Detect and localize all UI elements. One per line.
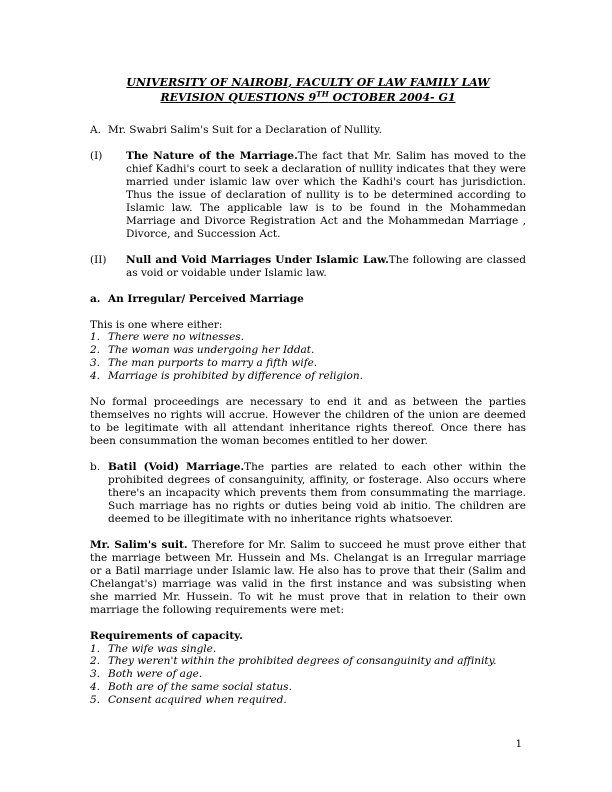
heading-irregular-label: a.	[90, 292, 101, 305]
requirement-5-label: 5.	[90, 694, 101, 707]
irregular-condition-4-text: Marriage is prohibited by difference of religion.	[108, 370, 363, 383]
irregular-condition-4-label: 4.	[90, 370, 101, 383]
item-roman-i-text: The fact that Mr. Salim has moved to the chief Kadhi's court to seek a declaration of nullity indicates that they were married under islamic law over which the Kadhi's court has jurisdiction. Thus the issue of declaration of nullity is to be determined according to Islamic law. The applicable law is to be found in the Mohammedan Marriage and Divorce Registration Act and the Mohammedan Marriage , Divorce, and Succession Act.	[126, 149, 527, 240]
irregular-condition-1	[90, 331, 526, 344]
title-line-1-text: UNIVERSITY OF NAIROBI, FACULTY OF LAW FAMILY LAW	[126, 76, 490, 89]
requirement-3-text: Both were of age.	[108, 668, 203, 681]
irregular-condition-1-text: There were no witnesses.	[108, 331, 245, 344]
irregular-consequences-paragraph: No formal proceedings are necessary to end it and as between the parties themselves no rights will accrue. However the children of the union are deemed to be legitimate with all attendant inheritance rights thereof. Once there has been consummation the woman becomes entitled to her dower.	[90, 396, 526, 448]
title-line-1	[90, 76, 526, 91]
irregular-condition-4	[90, 370, 526, 383]
requirement-5-text: Consent acquired when required.	[108, 694, 287, 707]
title-ordinal-superscript: TH	[316, 88, 329, 98]
item-roman-ii	[90, 254, 526, 280]
item-batil-body	[108, 461, 526, 526]
requirement-5	[90, 694, 526, 707]
irregular-intro: This is one where either:	[90, 318, 223, 331]
item-batil-marriage	[90, 461, 526, 526]
section-a-heading	[90, 124, 526, 137]
title-line-2	[90, 88, 526, 106]
item-roman-i-body	[126, 150, 526, 241]
heading-irregular-text: An Irregular/ Perceived Marriage	[108, 292, 304, 305]
item-roman-ii-body	[126, 254, 526, 280]
heading-irregular-marriage	[90, 293, 526, 306]
section-a-text: Mr. Swabri Salim's Suit for a Declaration of Nullity.	[108, 124, 383, 137]
item-roman-ii-text: The following are classed as void or voidable under Islamic law.	[126, 253, 526, 279]
salim-suit-text: Therefore for Mr. Salim to succeed he must prove either that the marriage between Mr. Hussein and Ms. Chelangat is an Irregular marriage or a Batil marriage under Islamic law. He also has to prove that their (Salim and Chelangat's) marriage was valid in the first instance and was subsisting when she married Mr. Hussein. To wit he must prove that in relation to their own marriage the following requirements were met:	[90, 538, 526, 616]
page-number: 1	[515, 739, 522, 750]
item-roman-i-label: (I)	[90, 149, 103, 162]
requirements-block	[90, 630, 526, 708]
irregular-condition-2-text: The woman was undergoing her Iddat.	[108, 344, 315, 357]
requirement-4-text: Both are of the same social status.	[108, 681, 292, 694]
section-a-label: A.	[90, 124, 101, 137]
title-line-2-post: OCTOBER 2004- G1	[328, 90, 456, 104]
requirement-2	[90, 655, 526, 668]
item-roman-ii-label: (II)	[90, 253, 107, 266]
item-roman-ii-lead: Null and Void Marriages Under Islamic Law.	[126, 253, 389, 266]
item-batil-text: The parties are related to each other within the prohibited degrees of consanguinity, affinity, or fosterage. Also occurs where there's an incapacity which prevents them from consummating the marriage. Such marriage has no rights or duties being void ab initio. The children are deemed to be illegitimate with no inheritance rights whatsoever.	[108, 461, 527, 525]
irregular-conditions-block	[90, 319, 526, 384]
requirement-1-text: The wife was single.	[108, 642, 217, 655]
requirement-2-text: They weren't within the prohibited degrees of consanguinity and affinity.	[108, 655, 497, 668]
requirement-3-label: 3.	[90, 668, 101, 681]
irregular-condition-1-label: 1.	[90, 331, 101, 344]
requirement-4-label: 4.	[90, 681, 101, 694]
requirements-heading: Requirements of capacity.	[90, 629, 243, 642]
title-line-2-text	[160, 88, 456, 104]
item-batil-label: b.	[90, 461, 101, 474]
irregular-condition-3	[90, 357, 526, 370]
requirement-3	[90, 668, 526, 681]
requirement-2-label: 2.	[90, 655, 101, 668]
irregular-condition-3-text: The man purports to marry a fifth wife.	[108, 357, 318, 370]
requirement-1-label: 1.	[90, 642, 101, 655]
document-title	[90, 76, 526, 105]
salim-suit-paragraph	[90, 539, 526, 617]
irregular-condition-3-label: 3.	[90, 357, 101, 370]
title-line-2-pre: REVISION QUESTIONS 9	[160, 90, 317, 104]
requirement-4	[90, 681, 526, 694]
item-roman-i-lead: The Nature of the Marriage.	[126, 149, 298, 162]
irregular-condition-2	[90, 344, 526, 357]
requirement-1	[90, 643, 526, 656]
irregular-condition-2-label: 2.	[90, 344, 101, 357]
item-roman-i	[90, 150, 526, 241]
salim-suit-lead: Mr. Salim's suit.	[90, 538, 188, 551]
item-batil-lead: Batil (Void) Marriage.	[108, 461, 245, 474]
